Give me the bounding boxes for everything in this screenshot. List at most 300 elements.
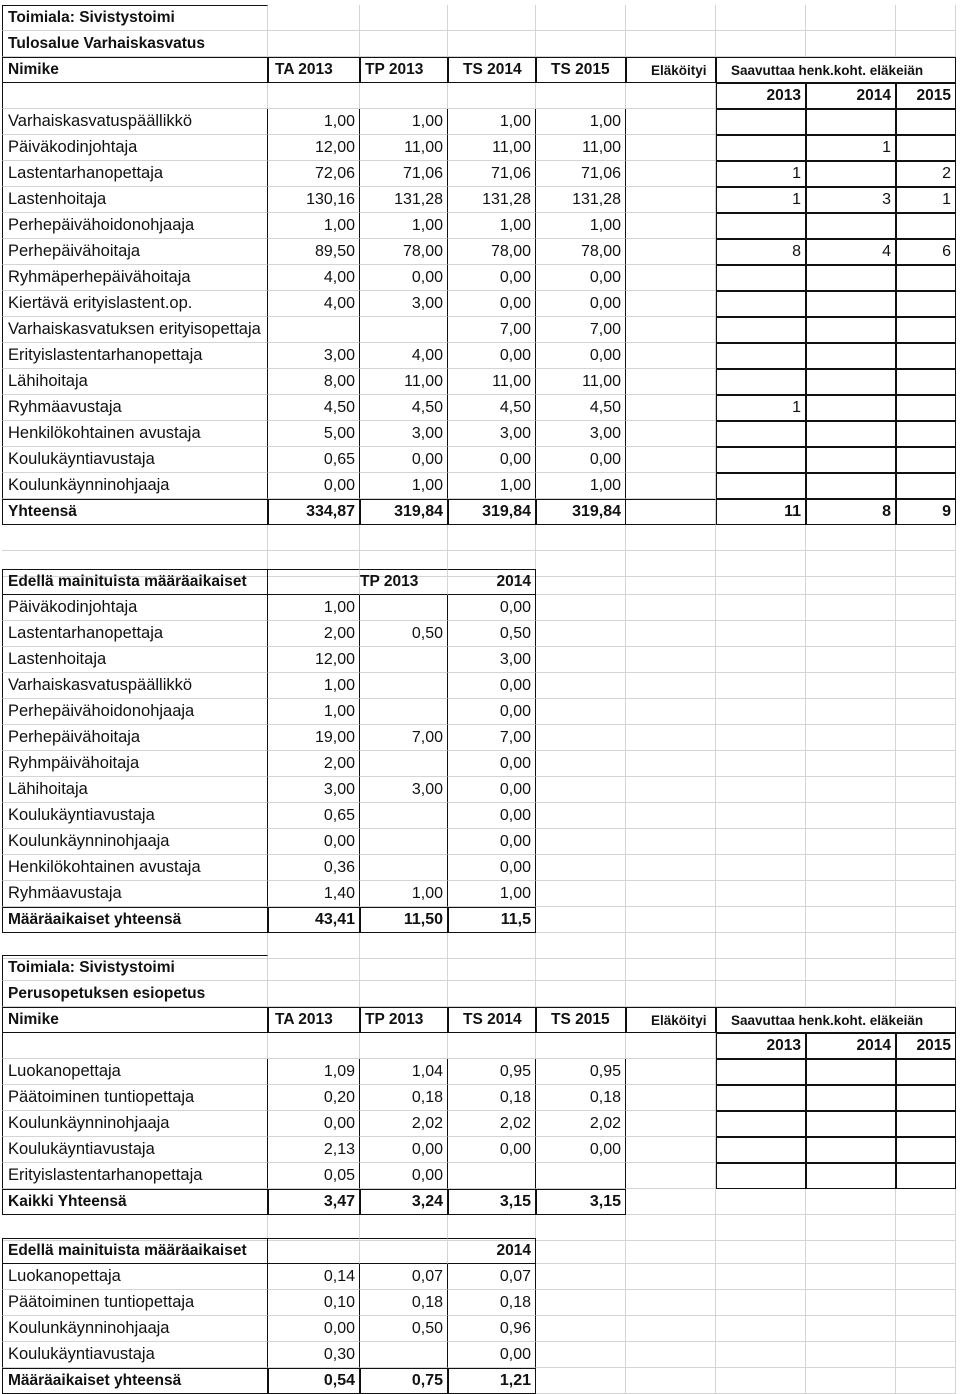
empty-cell[interactable] xyxy=(806,595,896,621)
value-cell[interactable]: 0,18 xyxy=(448,1290,536,1316)
value-cell[interactable]: 0,00 xyxy=(536,447,626,473)
empty-cell[interactable] xyxy=(268,955,360,981)
total-value[interactable]: 11,5 xyxy=(448,907,536,933)
value-cell[interactable] xyxy=(896,1111,956,1137)
empty-cell[interactable] xyxy=(896,31,956,57)
value-cell[interactable]: 0,00 xyxy=(268,1111,360,1137)
column-header-ta2013[interactable]: TA 2013 xyxy=(268,1007,360,1033)
empty-cell[interactable] xyxy=(806,803,896,829)
row-label[interactable]: Päiväkodinjohtaja xyxy=(2,135,268,161)
value-cell[interactable] xyxy=(896,135,956,161)
value-cell[interactable]: 0,00 xyxy=(448,1137,536,1163)
value-cell[interactable]: 1,00 xyxy=(536,213,626,239)
empty-cell[interactable] xyxy=(626,647,716,673)
empty-cell[interactable] xyxy=(716,1368,806,1394)
value-cell[interactable]: 0,00 xyxy=(448,265,536,291)
value-cell[interactable]: 11,00 xyxy=(360,135,448,161)
value-cell[interactable]: 1,00 xyxy=(360,473,448,499)
value-cell[interactable] xyxy=(716,1111,806,1137)
value-cell[interactable]: 1,00 xyxy=(268,595,360,621)
temp-header-2014[interactable]: 2014 xyxy=(448,569,536,595)
value-cell[interactable]: 4,00 xyxy=(268,291,360,317)
empty-cell[interactable] xyxy=(806,673,896,699)
total-label[interactable]: Määräaikaiset yhteensä xyxy=(2,1368,268,1394)
total-label[interactable]: Yhteensä xyxy=(2,499,268,525)
value-cell[interactable]: 0,00 xyxy=(448,1342,536,1368)
value-cell[interactable] xyxy=(360,699,448,725)
year-2015[interactable]: 2015 xyxy=(896,1033,956,1059)
empty-cell[interactable] xyxy=(626,213,716,239)
temp-header-2014[interactable]: 2014 xyxy=(448,1238,536,1264)
value-cell[interactable]: 1,00 xyxy=(448,881,536,907)
value-cell[interactable] xyxy=(806,395,896,421)
empty-cell[interactable] xyxy=(806,5,896,31)
empty-cell[interactable] xyxy=(716,1342,806,1368)
empty-cell[interactable] xyxy=(626,1342,716,1368)
row-label[interactable]: Ryhmäperhepäivähoitaja xyxy=(2,265,268,291)
empty-cell[interactable] xyxy=(716,1238,806,1264)
row-label[interactable]: Henkilökohtainen avustaja xyxy=(2,421,268,447)
empty-cell[interactable] xyxy=(716,621,806,647)
empty-cell[interactable] xyxy=(2,83,268,109)
value-cell[interactable] xyxy=(806,1111,896,1137)
empty-cell[interactable] xyxy=(896,881,956,907)
value-cell[interactable] xyxy=(716,317,806,343)
value-cell[interactable]: 0,10 xyxy=(268,1290,360,1316)
year-2015[interactable]: 2015 xyxy=(896,83,956,109)
value-cell[interactable]: 7,00 xyxy=(448,725,536,751)
toimiala-title[interactable]: Toimiala: Sivistystoimi xyxy=(2,5,268,31)
empty-cell[interactable] xyxy=(360,83,448,109)
empty-cell[interactable] xyxy=(806,1238,896,1264)
empty-cell[interactable] xyxy=(536,1264,626,1290)
value-cell[interactable] xyxy=(896,1163,956,1189)
empty-cell[interactable] xyxy=(806,1290,896,1316)
value-cell[interactable] xyxy=(806,1137,896,1163)
value-cell[interactable]: 2,00 xyxy=(268,621,360,647)
empty-cell[interactable] xyxy=(806,647,896,673)
value-cell[interactable]: 2,00 xyxy=(268,751,360,777)
row-label[interactable]: Päätoiminen tuntiopettaja xyxy=(2,1085,268,1111)
empty-cell[interactable] xyxy=(626,829,716,855)
row-label[interactable]: Koulunkäynninohjaaja xyxy=(2,829,268,855)
empty-cell[interactable] xyxy=(626,265,716,291)
value-cell[interactable]: 1,00 xyxy=(536,109,626,135)
empty-cell[interactable] xyxy=(806,525,896,551)
row-label[interactable]: Perhepäivähoidonohjaaja xyxy=(2,699,268,725)
empty-cell[interactable] xyxy=(896,647,956,673)
value-cell[interactable] xyxy=(716,447,806,473)
value-cell[interactable]: 0,00 xyxy=(448,855,536,881)
empty-cell[interactable] xyxy=(806,881,896,907)
value-cell[interactable]: 72,06 xyxy=(268,161,360,187)
value-cell[interactable]: 12,00 xyxy=(268,135,360,161)
value-cell[interactable]: 0,00 xyxy=(448,699,536,725)
value-cell[interactable]: 1,00 xyxy=(268,673,360,699)
value-cell[interactable] xyxy=(806,161,896,187)
row-label[interactable]: Perhepäivähoitaja xyxy=(2,239,268,265)
column-header-saavuttaa[interactable]: Saavuttaa henk.koht. eläkeiän xyxy=(716,57,956,83)
value-cell[interactable]: 2 xyxy=(896,161,956,187)
empty-cell[interactable] xyxy=(626,1238,716,1264)
empty-cell[interactable] xyxy=(536,907,626,933)
empty-cell[interactable] xyxy=(268,981,360,1007)
empty-cell[interactable] xyxy=(626,881,716,907)
empty-cell[interactable] xyxy=(896,1238,956,1264)
row-label[interactable]: Koulukäyntiavustaja xyxy=(2,1137,268,1163)
empty-cell[interactable] xyxy=(716,955,806,981)
total-value[interactable]: 319,84 xyxy=(448,499,536,525)
total-value[interactable]: 9 xyxy=(896,499,956,525)
row-label[interactable]: Luokanopettaja xyxy=(2,1264,268,1290)
tulosalue-title[interactable]: Perusopetuksen esiopetus xyxy=(2,981,268,1007)
empty-cell[interactable] xyxy=(626,1111,716,1137)
value-cell[interactable]: 89,50 xyxy=(268,239,360,265)
value-cell[interactable]: 1,04 xyxy=(360,1059,448,1085)
empty-cell[interactable] xyxy=(716,777,806,803)
empty-cell[interactable] xyxy=(626,751,716,777)
empty-cell[interactable] xyxy=(536,621,626,647)
empty-cell[interactable] xyxy=(626,343,716,369)
value-cell[interactable]: 11,00 xyxy=(448,369,536,395)
empty-cell[interactable] xyxy=(716,1316,806,1342)
value-cell[interactable]: 0,50 xyxy=(360,1316,448,1342)
value-cell[interactable]: 3,00 xyxy=(448,647,536,673)
empty-cell[interactable] xyxy=(626,1085,716,1111)
empty-cell[interactable] xyxy=(626,1368,716,1394)
row-label[interactable]: Päiväkodinjohtaja xyxy=(2,595,268,621)
column-header-tp2013[interactable]: TP 2013 xyxy=(360,57,448,83)
value-cell[interactable]: 0,00 xyxy=(448,803,536,829)
empty-cell[interactable] xyxy=(896,955,956,981)
year-2013[interactable]: 2013 xyxy=(716,83,806,109)
value-cell[interactable]: 1,00 xyxy=(268,699,360,725)
value-cell[interactable]: 2,13 xyxy=(268,1137,360,1163)
row-label[interactable]: Luokanopettaja xyxy=(2,1059,268,1085)
empty-cell[interactable] xyxy=(716,855,806,881)
value-cell[interactable]: 0,18 xyxy=(360,1290,448,1316)
value-cell[interactable]: 1,00 xyxy=(360,213,448,239)
value-cell[interactable]: 4,50 xyxy=(360,395,448,421)
value-cell[interactable] xyxy=(896,473,956,499)
value-cell[interactable] xyxy=(360,595,448,621)
empty-cell[interactable] xyxy=(806,777,896,803)
total-value[interactable]: 1,21 xyxy=(448,1368,536,1394)
empty-cell[interactable] xyxy=(806,907,896,933)
value-cell[interactable] xyxy=(536,1163,626,1189)
value-cell[interactable]: 71,06 xyxy=(360,161,448,187)
empty-cell[interactable] xyxy=(716,31,806,57)
empty-cell[interactable] xyxy=(2,1033,268,1059)
row-label[interactable]: Henkilökohtainen avustaja xyxy=(2,855,268,881)
total-value[interactable]: 8 xyxy=(806,499,896,525)
empty-cell[interactable] xyxy=(626,595,716,621)
column-header-ts2014[interactable]: TS 2014 xyxy=(448,1007,536,1033)
value-cell[interactable]: 1,00 xyxy=(448,473,536,499)
empty-cell[interactable] xyxy=(626,725,716,751)
value-cell[interactable]: 3,00 xyxy=(360,777,448,803)
value-cell[interactable]: 1,00 xyxy=(360,881,448,907)
empty-cell[interactable] xyxy=(716,525,806,551)
empty-cell[interactable] xyxy=(716,5,806,31)
empty-cell[interactable] xyxy=(626,1290,716,1316)
value-cell[interactable] xyxy=(896,291,956,317)
empty-cell[interactable] xyxy=(896,699,956,725)
value-cell[interactable]: 4,50 xyxy=(268,395,360,421)
value-cell[interactable]: 131,28 xyxy=(360,187,448,213)
value-cell[interactable]: 0,50 xyxy=(448,621,536,647)
empty-cell[interactable] xyxy=(716,803,806,829)
value-cell[interactable]: 0,00 xyxy=(448,829,536,855)
value-cell[interactable]: 0,00 xyxy=(360,1163,448,1189)
empty-cell[interactable] xyxy=(716,595,806,621)
value-cell[interactable]: 0,00 xyxy=(536,343,626,369)
value-cell[interactable]: 3,00 xyxy=(268,777,360,803)
value-cell[interactable] xyxy=(806,421,896,447)
value-cell[interactable]: 1,00 xyxy=(536,473,626,499)
value-cell[interactable] xyxy=(360,673,448,699)
row-label[interactable]: Varhaiskasvatuspäällikkö xyxy=(2,673,268,699)
value-cell[interactable]: 0,14 xyxy=(268,1264,360,1290)
value-cell[interactable] xyxy=(806,1163,896,1189)
empty-cell[interactable] xyxy=(806,1342,896,1368)
value-cell[interactable] xyxy=(716,1137,806,1163)
value-cell[interactable]: 3,00 xyxy=(536,421,626,447)
value-cell[interactable]: 3,00 xyxy=(448,421,536,447)
temp-header[interactable]: Edellä mainituista määräaikaiset xyxy=(2,1238,268,1264)
empty-cell[interactable] xyxy=(716,699,806,725)
empty-cell[interactable] xyxy=(896,1290,956,1316)
empty-cell[interactable] xyxy=(626,907,716,933)
empty-cell[interactable] xyxy=(626,291,716,317)
empty-cell[interactable] xyxy=(448,5,536,31)
total-value[interactable]: 0,54 xyxy=(268,1368,360,1394)
value-cell[interactable]: 0,65 xyxy=(268,803,360,829)
value-cell[interactable]: 0,18 xyxy=(448,1085,536,1111)
empty-cell[interactable] xyxy=(2,525,268,551)
empty-cell[interactable] xyxy=(448,1033,536,1059)
value-cell[interactable] xyxy=(806,265,896,291)
value-cell[interactable]: 0,00 xyxy=(448,595,536,621)
value-cell[interactable]: 0,07 xyxy=(448,1264,536,1290)
empty-cell[interactable] xyxy=(626,317,716,343)
empty-cell[interactable] xyxy=(806,621,896,647)
row-label[interactable]: Erityislastentarhanopettaja xyxy=(2,343,268,369)
value-cell[interactable]: 0,00 xyxy=(360,447,448,473)
value-cell[interactable] xyxy=(896,1085,956,1111)
value-cell[interactable] xyxy=(360,647,448,673)
value-cell[interactable]: 1 xyxy=(806,135,896,161)
empty-cell[interactable] xyxy=(268,525,360,551)
row-label[interactable]: Ryhmpäivähoitaja xyxy=(2,751,268,777)
empty-cell[interactable] xyxy=(806,1189,896,1215)
empty-cell[interactable] xyxy=(536,525,626,551)
total-value[interactable]: 3,15 xyxy=(536,1189,626,1215)
value-cell[interactable] xyxy=(896,265,956,291)
row-label[interactable]: Varhaiskasvatuspäällikkö xyxy=(2,109,268,135)
value-cell[interactable]: 0,95 xyxy=(536,1059,626,1085)
row-label[interactable]: Koulunkäynninohjaaja xyxy=(2,473,268,499)
row-label[interactable]: Koulunkäynninohjaaja xyxy=(2,1111,268,1137)
value-cell[interactable]: 1 xyxy=(716,161,806,187)
empty-cell[interactable] xyxy=(268,5,360,31)
empty-cell[interactable] xyxy=(536,725,626,751)
column-header-ts2015[interactable]: TS 2015 xyxy=(536,57,626,83)
value-cell[interactable]: 19,00 xyxy=(268,725,360,751)
value-cell[interactable]: 3,00 xyxy=(360,291,448,317)
value-cell[interactable]: 71,06 xyxy=(448,161,536,187)
value-cell[interactable] xyxy=(360,829,448,855)
value-cell[interactable]: 4,50 xyxy=(448,395,536,421)
empty-cell[interactable] xyxy=(536,699,626,725)
empty-cell[interactable] xyxy=(626,395,716,421)
row-label[interactable]: Koulukäyntiavustaja xyxy=(2,803,268,829)
value-cell[interactable] xyxy=(716,473,806,499)
empty-cell[interactable] xyxy=(626,369,716,395)
empty-cell[interactable] xyxy=(896,777,956,803)
value-cell[interactable]: 0,00 xyxy=(360,1137,448,1163)
value-cell[interactable]: 0,00 xyxy=(536,291,626,317)
value-cell[interactable]: 1,00 xyxy=(448,213,536,239)
column-header-nimike[interactable]: Nimike xyxy=(2,57,268,83)
empty-cell[interactable] xyxy=(536,803,626,829)
value-cell[interactable] xyxy=(716,213,806,239)
empty-cell[interactable] xyxy=(896,1264,956,1290)
value-cell[interactable]: 0,00 xyxy=(448,777,536,803)
empty-cell[interactable] xyxy=(896,1368,956,1394)
value-cell[interactable]: 78,00 xyxy=(448,239,536,265)
empty-cell[interactable] xyxy=(536,31,626,57)
empty-cell[interactable] xyxy=(448,981,536,1007)
empty-cell[interactable] xyxy=(268,1238,360,1264)
empty-cell[interactable] xyxy=(536,1316,626,1342)
empty-cell[interactable] xyxy=(360,1238,448,1264)
row-label[interactable]: Lastentarhanopettaja xyxy=(2,161,268,187)
row-label[interactable]: Erityislastentarhanopettaja xyxy=(2,1163,268,1189)
empty-cell[interactable] xyxy=(626,981,716,1007)
value-cell[interactable]: 130,16 xyxy=(268,187,360,213)
value-cell[interactable] xyxy=(806,1085,896,1111)
empty-cell[interactable] xyxy=(896,673,956,699)
empty-cell[interactable] xyxy=(716,981,806,1007)
value-cell[interactable]: 1,00 xyxy=(268,213,360,239)
row-label[interactable]: Ryhmäavustaja xyxy=(2,881,268,907)
value-cell[interactable] xyxy=(716,1163,806,1189)
column-header-ts2015[interactable]: TS 2015 xyxy=(536,1007,626,1033)
value-cell[interactable]: 5,00 xyxy=(268,421,360,447)
empty-cell[interactable] xyxy=(896,725,956,751)
empty-cell[interactable] xyxy=(536,595,626,621)
empty-cell[interactable] xyxy=(626,83,716,109)
value-cell[interactable]: 7,00 xyxy=(360,725,448,751)
total-value[interactable]: 319,84 xyxy=(360,499,448,525)
value-cell[interactable] xyxy=(716,1085,806,1111)
empty-cell[interactable] xyxy=(806,955,896,981)
empty-cell[interactable] xyxy=(360,955,448,981)
empty-cell[interactable] xyxy=(896,907,956,933)
value-cell[interactable] xyxy=(896,317,956,343)
value-cell[interactable]: 1,00 xyxy=(448,109,536,135)
empty-cell[interactable] xyxy=(716,673,806,699)
row-label[interactable]: Koulukäyntiavustaja xyxy=(2,1342,268,1368)
value-cell[interactable]: 0,36 xyxy=(268,855,360,881)
value-cell[interactable]: 0,05 xyxy=(268,1163,360,1189)
row-label[interactable]: Perhepäivähoidonohjaaja xyxy=(2,213,268,239)
value-cell[interactable] xyxy=(360,751,448,777)
empty-cell[interactable] xyxy=(536,855,626,881)
value-cell[interactable]: 0,00 xyxy=(360,265,448,291)
value-cell[interactable] xyxy=(896,213,956,239)
value-cell[interactable]: 0,00 xyxy=(448,447,536,473)
empty-cell[interactable] xyxy=(806,855,896,881)
empty-cell[interactable] xyxy=(626,187,716,213)
value-cell[interactable] xyxy=(806,473,896,499)
total-value[interactable]: 11 xyxy=(716,499,806,525)
empty-cell[interactable] xyxy=(626,447,716,473)
empty-cell[interactable] xyxy=(896,595,956,621)
empty-cell[interactable] xyxy=(716,569,806,595)
empty-cell[interactable] xyxy=(360,31,448,57)
value-cell[interactable]: 0,00 xyxy=(268,473,360,499)
empty-cell[interactable] xyxy=(626,1316,716,1342)
value-cell[interactable]: 0,18 xyxy=(536,1085,626,1111)
empty-cell[interactable] xyxy=(536,83,626,109)
value-cell[interactable]: 11,00 xyxy=(536,135,626,161)
empty-cell[interactable] xyxy=(360,525,448,551)
total-value[interactable]: 334,87 xyxy=(268,499,360,525)
empty-cell[interactable] xyxy=(896,751,956,777)
row-label[interactable]: Kiertävä erityislastent.op. xyxy=(2,291,268,317)
empty-cell[interactable] xyxy=(626,31,716,57)
empty-cell[interactable] xyxy=(896,855,956,881)
empty-cell[interactable] xyxy=(806,1264,896,1290)
empty-cell[interactable] xyxy=(360,981,448,1007)
value-cell[interactable]: 4,00 xyxy=(360,343,448,369)
empty-cell[interactable] xyxy=(896,981,956,1007)
total-value[interactable]: 0,75 xyxy=(360,1368,448,1394)
empty-cell[interactable] xyxy=(626,803,716,829)
empty-cell[interactable] xyxy=(626,1264,716,1290)
value-cell[interactable] xyxy=(716,369,806,395)
value-cell[interactable]: 1,00 xyxy=(268,109,360,135)
value-cell[interactable]: 0,00 xyxy=(448,673,536,699)
value-cell[interactable] xyxy=(806,317,896,343)
empty-cell[interactable] xyxy=(536,1368,626,1394)
column-header-saavuttaa[interactable]: Saavuttaa henk.koht. eläkeiän xyxy=(716,1007,956,1033)
value-cell[interactable]: 0,07 xyxy=(360,1264,448,1290)
value-cell[interactable]: 1 xyxy=(716,187,806,213)
empty-cell[interactable] xyxy=(626,525,716,551)
value-cell[interactable] xyxy=(896,369,956,395)
value-cell[interactable] xyxy=(360,803,448,829)
row-label[interactable]: Koulukäyntiavustaja xyxy=(2,447,268,473)
empty-cell[interactable] xyxy=(536,829,626,855)
empty-cell[interactable] xyxy=(536,1342,626,1368)
row-label[interactable]: Lastenhoitaja xyxy=(2,647,268,673)
value-cell[interactable]: 7,00 xyxy=(448,317,536,343)
value-cell[interactable]: 8,00 xyxy=(268,369,360,395)
value-cell[interactable] xyxy=(716,343,806,369)
value-cell[interactable]: 1,09 xyxy=(268,1059,360,1085)
column-header-elakoityi[interactable]: Eläköityi xyxy=(626,1007,716,1033)
row-label[interactable]: Varhaiskasvatuksen erityisopettaja xyxy=(2,317,268,343)
year-2014[interactable]: 2014 xyxy=(806,83,896,109)
value-cell[interactable]: 0,95 xyxy=(448,1059,536,1085)
row-label[interactable]: Lähihoitaja xyxy=(2,369,268,395)
empty-cell[interactable] xyxy=(536,955,626,981)
value-cell[interactable]: 78,00 xyxy=(536,239,626,265)
value-cell[interactable]: 11,00 xyxy=(448,135,536,161)
